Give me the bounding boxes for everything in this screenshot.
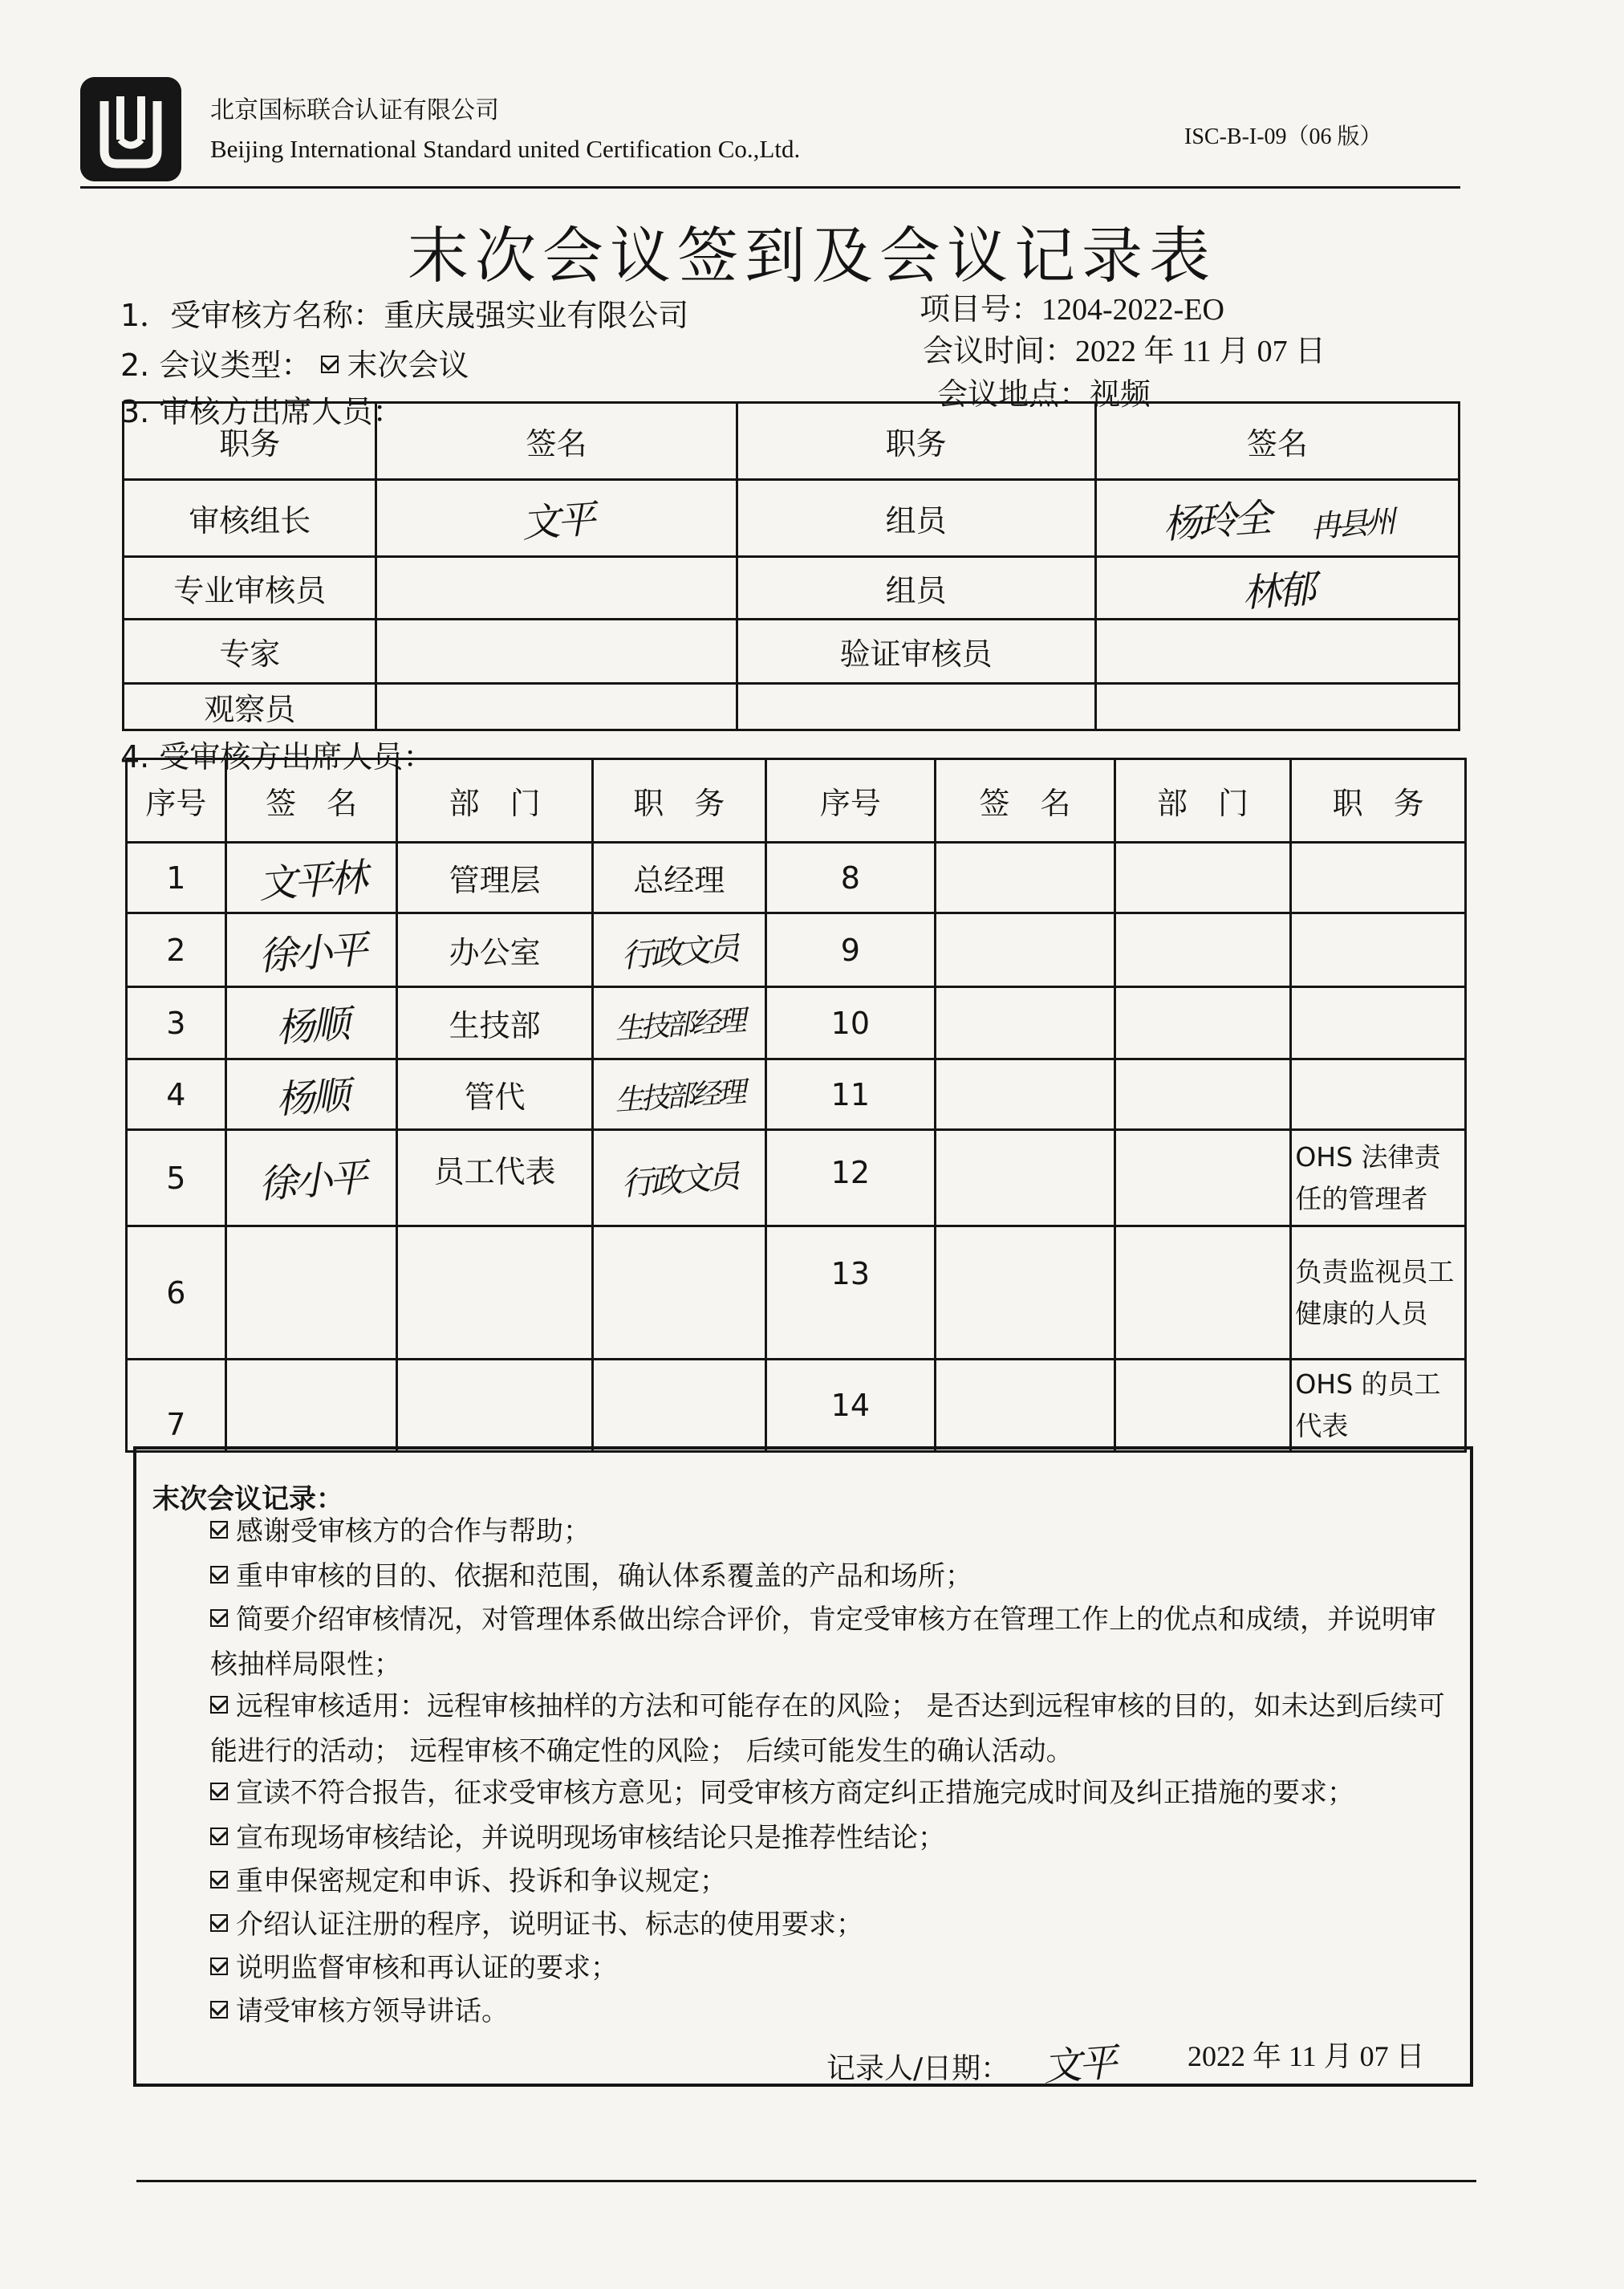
row-department-2 — [1114, 1360, 1291, 1452]
checkbox-checked-icon — [210, 1783, 228, 1800]
row-signature-2 — [936, 1360, 1115, 1452]
row-signature — [225, 987, 397, 1059]
header-role-2: 职务 — [737, 403, 1095, 480]
table-row — [127, 843, 1466, 913]
checkbox-checked-icon — [210, 1609, 228, 1627]
row-signature-2 — [936, 843, 1115, 913]
row-no-2: 8 — [765, 843, 936, 913]
header-divider — [80, 186, 1460, 189]
meeting-time-line — [923, 326, 1326, 370]
header-no-2: 序号 — [765, 759, 936, 843]
record-item-text: 介绍认证注册的程序，说明证书、标志的使用要求； — [236, 1909, 863, 1941]
handwritten-signature: 文平林 — [257, 855, 367, 908]
handwritten-signature: 徐小平 — [257, 1155, 367, 1208]
auditor-row — [124, 620, 1460, 684]
header-signature: 签 名 — [225, 759, 397, 843]
row-position-2: 负责监视员工健康的人员 — [1291, 1226, 1466, 1360]
record-item-text: 重申保密规定和申诉、投诉和争议规定； — [236, 1865, 727, 1897]
row-no-2: 11 — [765, 1059, 936, 1130]
auditor-signature — [376, 480, 737, 557]
row-department-2 — [1114, 987, 1291, 1059]
record-item-text: 请受审核方领导讲话。 — [236, 1995, 509, 2027]
header-position: 职 务 — [592, 759, 765, 843]
row-position-2 — [1291, 1059, 1466, 1130]
header-department-2: 部 门 — [1114, 759, 1291, 843]
row-department-2 — [1114, 1130, 1291, 1226]
row-position — [592, 987, 765, 1059]
header-signature: 签名 — [376, 403, 737, 480]
meeting-type-label: 2. 会议类型： — [120, 348, 312, 383]
auditor-role: 专家 — [124, 620, 376, 684]
record-item-text: 简要介绍审核情况，对管理体系做出综合评价，肯定受审核方在管理工作上的优点和成绩，并说明审核抽样局限性； — [210, 1604, 1436, 1681]
header-position-2: 职 务 — [1291, 759, 1466, 843]
meeting-type-value: 末次会议 — [347, 348, 469, 383]
record-item — [210, 1945, 1446, 1990]
auditor-role: 观察员 — [124, 684, 376, 730]
row-no-2: 9 — [765, 913, 936, 987]
company-name-en: Beijing International Standard united Certification Co.,Ltd. — [210, 135, 801, 163]
row-department-2 — [1114, 1059, 1291, 1130]
row-department — [397, 1226, 593, 1360]
auditee-name-line — [120, 291, 688, 335]
record-item-text: 远程审核适用：远程审核抽样的方法和可能存在的风险； 是否达到远程审核的目的，如未达到后续可能进行的活动； 远程审核不确定性的风险； 后续可能发生的确认活动。 — [210, 1690, 1445, 1767]
checkbox-checked-icon — [210, 1914, 228, 1932]
auditor-table-header — [124, 403, 1460, 480]
row-signature-2 — [936, 1130, 1115, 1226]
checkbox-checked-icon — [210, 1696, 228, 1714]
record-item — [210, 1597, 1462, 1687]
handwritten-signature: 杨玲全 — [1161, 495, 1270, 548]
record-item — [210, 1859, 1446, 1904]
handwritten-position: 生技部经理 — [614, 1004, 745, 1047]
row-no: 3 — [127, 987, 226, 1059]
recorder-date: 2022 年 11 月 07 日 — [1188, 2040, 1425, 2072]
checkbox-checked-icon — [210, 1958, 228, 1975]
handwritten-signature: 杨顺 — [274, 1072, 349, 1123]
row-department-2 — [1114, 913, 1291, 987]
row-department: 管理层 — [397, 843, 593, 913]
auditee-attendance-table — [125, 758, 1467, 1453]
row-position-2 — [1291, 913, 1466, 987]
row-no: 6 — [127, 1226, 226, 1360]
record-item-text: 感谢受审核方的合作与帮助； — [236, 1515, 591, 1547]
auditor-signature-2 — [1095, 684, 1459, 730]
record-item — [210, 1815, 1446, 1860]
checkbox-checked-icon — [210, 1566, 228, 1584]
table-row — [127, 1226, 1466, 1360]
project-number-label: 项目号： — [920, 291, 1042, 327]
auditor-signature-2 — [1095, 480, 1459, 557]
row-no: 5 — [127, 1130, 226, 1226]
row-department: 员工代表 — [397, 1130, 593, 1226]
record-item-text: 宣布现场审核结论，并说明现场审核结论只是推荐性结论； — [236, 1822, 945, 1854]
handwritten-signature: 文平 — [519, 496, 594, 547]
recorder-line — [826, 2034, 1114, 2089]
meeting-type-line — [120, 340, 469, 384]
row-position-2 — [1291, 987, 1466, 1059]
row-signature — [225, 1059, 397, 1130]
row-signature — [225, 1226, 397, 1360]
row-no-2: 12 — [765, 1130, 936, 1226]
meeting-time-value: 2022 年 11 月 07 日 — [1075, 335, 1326, 368]
auditee-section-title: 4. 受审核方出席人员： — [120, 739, 434, 775]
auditor-row — [124, 557, 1460, 620]
document-code: ISC-B-I-09（06 版） — [1184, 124, 1382, 149]
row-position: 总经理 — [592, 843, 765, 913]
record-item — [210, 1989, 1446, 2034]
header-no: 序号 — [127, 759, 226, 843]
auditor-role: 专业审核员 — [124, 557, 376, 620]
row-position-2: OHS 法律责任的管理者 — [1291, 1130, 1466, 1226]
row-signature — [225, 1360, 397, 1452]
row-position — [592, 1226, 765, 1360]
auditor-signature-2 — [1095, 620, 1459, 684]
auditee-table-header — [127, 759, 1466, 843]
footer-divider — [136, 2180, 1476, 2182]
row-position — [592, 1130, 765, 1226]
auditor-row — [124, 684, 1460, 730]
row-no: 2 — [127, 913, 226, 987]
page-title: 末次会议签到及会议记录表 — [408, 220, 1216, 291]
handwritten-position: 行政文员 — [620, 1158, 738, 1203]
row-signature-2 — [936, 987, 1115, 1059]
auditor-role-2: 组员 — [737, 557, 1095, 620]
row-position-2: OHS 的员工代表 — [1291, 1360, 1466, 1452]
row-no-2: 13 — [765, 1226, 936, 1360]
row-signature — [225, 913, 397, 987]
table-row — [127, 1130, 1466, 1226]
checkbox-checked-icon — [210, 1828, 228, 1845]
auditor-signature — [376, 620, 737, 684]
checkbox-checked-icon — [321, 356, 339, 373]
company-logo — [80, 77, 181, 181]
table-row — [127, 1059, 1466, 1130]
auditor-role-2: 验证审核员 — [737, 620, 1095, 684]
record-item-text: 说明监督审核和再认证的要求； — [236, 1952, 618, 1984]
handwritten-signature: 杨顺 — [274, 1001, 349, 1051]
row-signature-2 — [936, 1059, 1115, 1130]
row-signature-2 — [936, 913, 1115, 987]
row-department-2 — [1114, 1226, 1291, 1360]
meeting-place-value: 视频 — [1090, 376, 1151, 412]
row-no: 7 — [127, 1360, 226, 1452]
auditor-row — [124, 480, 1460, 557]
row-signature-2 — [936, 1226, 1115, 1360]
record-item — [210, 1771, 1446, 1815]
meeting-record-title: 末次会议记录： — [152, 1483, 343, 1515]
isc-logo-icon — [80, 77, 181, 181]
auditor-role-2 — [737, 684, 1095, 730]
row-no-2: 10 — [765, 987, 936, 1059]
recorder-label: 记录人/日期： — [826, 2052, 1010, 2085]
meeting-time-label: 会议时间： — [923, 333, 1076, 368]
row-department — [397, 1360, 593, 1452]
handwritten-signature: 文平 — [1041, 2039, 1115, 2090]
handwritten-signature: 冉县州 — [1309, 503, 1394, 545]
table-row — [127, 1360, 1466, 1452]
row-position — [592, 1059, 765, 1130]
row-department: 生技部 — [397, 987, 593, 1059]
auditor-section-title: 3. 审核方出席人员： — [120, 394, 404, 429]
row-position — [592, 913, 765, 987]
table-row — [127, 987, 1466, 1059]
auditor-signature-2 — [1095, 557, 1459, 620]
row-signature — [225, 843, 397, 913]
row-position — [592, 1360, 765, 1452]
record-item — [210, 1684, 1462, 1774]
record-item — [210, 1902, 1446, 1947]
project-number-value: 1204-2022-EO — [1041, 293, 1224, 327]
checkbox-checked-icon — [210, 2001, 228, 2019]
header-signature-2: 签名 — [1095, 403, 1459, 480]
auditor-signature — [376, 684, 737, 730]
meeting-place-label: 会议地点： — [937, 376, 1090, 412]
auditor-attendance-table — [122, 401, 1460, 731]
handwritten-position: 生技部经理 — [614, 1075, 745, 1118]
auditor-signature — [376, 557, 737, 620]
row-signature — [225, 1130, 397, 1226]
auditor-role: 审核组长 — [124, 480, 376, 557]
handwritten-signature: 徐小平 — [257, 927, 367, 980]
row-no: 1 — [127, 843, 226, 913]
project-number-line — [920, 284, 1224, 328]
record-item-text: 重申审核的目的、依据和范围，确认体系覆盖的产品和场所； — [236, 1560, 972, 1592]
row-no-2: 14 — [765, 1360, 936, 1452]
header-signature-2: 签 名 — [936, 759, 1115, 843]
header-department: 部 门 — [397, 759, 593, 843]
auditor-role-2: 组员 — [737, 480, 1095, 557]
header-role: 职务 — [124, 403, 376, 480]
row-department-2 — [1114, 843, 1291, 913]
handwritten-signature: 林郁 — [1240, 566, 1315, 616]
record-item — [210, 1554, 1446, 1599]
checkbox-checked-icon — [210, 1871, 228, 1889]
record-item-text: 宣读不符合报告，征求受审核方意见；同受审核方商定纠正措施完成时间及纠正措施的要求； — [236, 1777, 1354, 1809]
auditee-name-label: 1．受审核方名称： — [120, 298, 384, 333]
row-department: 办公室 — [397, 913, 593, 987]
row-department: 管代 — [397, 1059, 593, 1130]
auditee-name-value: 重庆晟强实业有限公司 — [384, 298, 689, 333]
row-position-2 — [1291, 843, 1466, 913]
company-name-cn: 北京国标联合认证有限公司 — [210, 96, 499, 124]
record-item — [210, 1509, 1446, 1554]
row-no: 4 — [127, 1059, 226, 1130]
handwritten-position: 行政文员 — [620, 930, 738, 975]
table-row — [127, 913, 1466, 987]
checkbox-checked-icon — [210, 1521, 228, 1539]
